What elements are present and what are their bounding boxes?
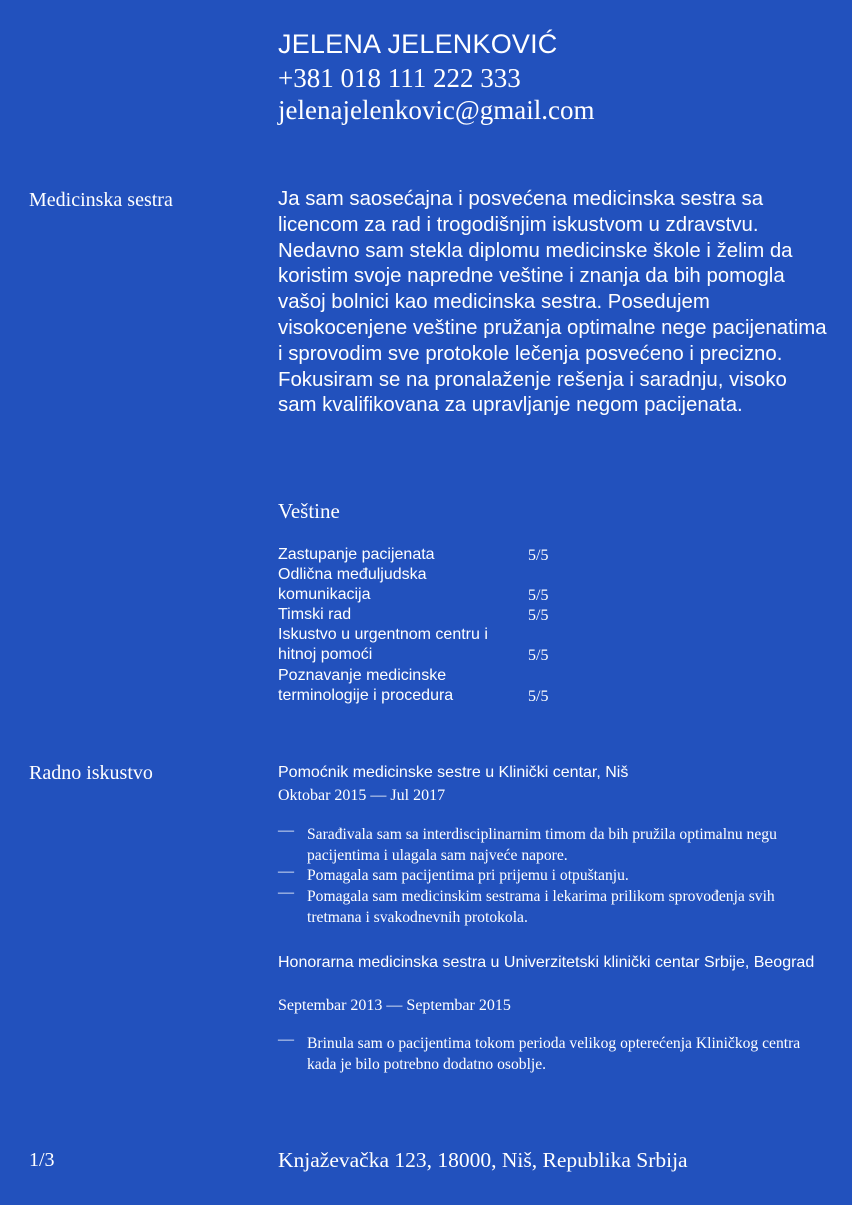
bullet-text: Pomagala sam medicinskim sestrama i lekarima prilikom sprovođenja svih tretmana i svakodnevnih protokola. — [307, 888, 775, 926]
skill-name: Odlična međuljudska komunikacija — [278, 566, 427, 604]
footer-address: Knjaževačka 123, 18000, Niš, Republika Srbija — [278, 1148, 688, 1172]
dash-icon: — — [278, 884, 294, 901]
dash-icon: — — [278, 1031, 294, 1048]
profile-summary: Ja sam saosećajna i posvećena medicinska sestra sa licencom za rad i trogodišnjim iskustvom u zdravstvu. Nedavno sam stekla diplomu medicinske škole i želim da koristim svoje napredne veštine i znanja da bih pomogla vašoj bolnici kao medicinska sestra. Posedujem visokocenjene veštine pružanja optimalne nege pacijenatima i sprovodim sve protokole lečenja posvećeno i precizno. Fokusiram se na pronalaženje rešenja i saradnju, visoko sam kvalifikovana za upravljanje negom pacijenata. — [278, 188, 827, 417]
job-title: Pomoćnik medicinske sestre u Klinički centar, Niš — [278, 764, 629, 781]
job-dates: Septembar 2013 — Septembar 2015 — [278, 997, 511, 1014]
skill-rating: 5/5 — [528, 607, 549, 624]
skill-rating: 5/5 — [528, 688, 549, 705]
skill-rating: 5/5 — [528, 587, 549, 604]
candidate-name: JELENA JELENKOVIĆ — [278, 29, 558, 59]
skill-name: Iskustvo u urgentnom centru i hitnoj pomoći — [278, 626, 488, 664]
dash-icon: — — [278, 822, 294, 839]
skill-name: Poznavanje medicinske terminologije i procedura — [278, 667, 454, 705]
bullet-text: Pomagala sam pacijentima pri prijemu i otpuštanju. — [307, 867, 629, 884]
skill-name: Zastupanje pacijenata — [278, 546, 435, 563]
email-address: jelenajelenkovic@gmail.com — [278, 95, 595, 125]
skill-rating: 5/5 — [528, 647, 549, 664]
phone-number: +381 018 111 222 333 — [278, 63, 521, 93]
experience-label: Radno iskustvo — [29, 762, 153, 784]
bullet-text: Brinula sam o pacijentima tokom perioda velikog opterećenja Kliničkog centra kada je bilo potrebno dodatno osoblje. — [307, 1035, 801, 1073]
bullet-text: Sarađivala sam sa interdisciplinarnim timom da bih pružila optimalnu negu pacijentima i ulagala sam najveće napore. — [307, 826, 777, 864]
page-number: 1/3 — [29, 1149, 55, 1171]
skill-rating: 5/5 — [528, 547, 549, 564]
job-title: Honorarna medicinska sestra u Univerzitetski klinički centar Srbije, Beograd — [278, 954, 815, 971]
job-dates: Oktobar 2015 — Jul 2017 — [278, 787, 446, 804]
profile-label: Medicinska sestra — [29, 189, 173, 211]
skill-name: Timski rad — [278, 606, 352, 623]
skills-title: Veštine — [278, 499, 340, 523]
dash-icon: — — [278, 863, 294, 880]
